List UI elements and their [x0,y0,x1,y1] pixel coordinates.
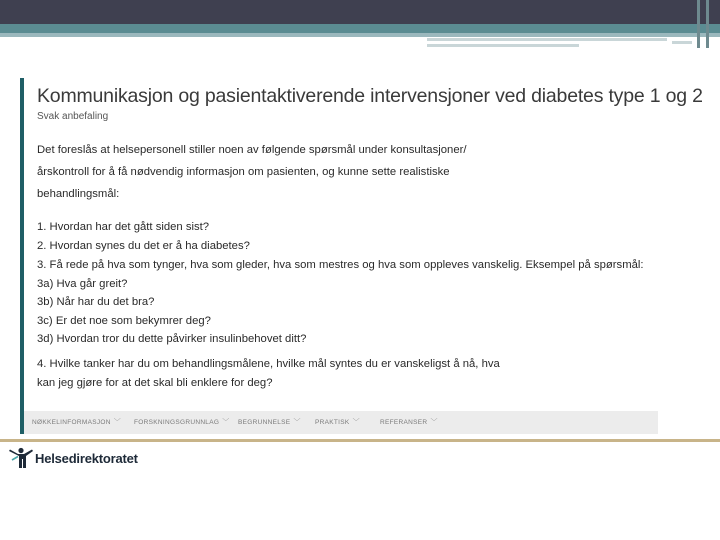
question-item: 3. Få rede på hva som tynger, hva som gleder, hva som mestres og hva som oppleves vanskelig. Eksempel på spørsmål: [37,259,644,271]
slide-header-bar [0,0,720,24]
nav-tab-referanser[interactable]: REFERANSER ﹀ [380,419,438,426]
section-nav [24,411,658,434]
question-item: 3a) Hva går greit? [37,278,128,290]
intro-line: årskontroll for å få nødvendig informasjon om pasienten, og kunne sette realistiske [37,166,450,178]
chevron-down-icon: ﹀ [113,419,122,426]
document-title: Kommunikasjon og pasientaktiverende intervensjoner ved diabetes type 1 og 2 [37,85,703,107]
recommendation-strength: Svak anbefaling [37,111,109,122]
header-decor-line [672,41,692,44]
question-item: kan jeg gjøre for at det skal bli enklere for deg? [37,377,273,389]
document-screenshot [20,78,703,434]
question-item: 3c) Er det noe som bekymrer deg? [37,315,211,327]
nav-tab-begrunnelse[interactable]: BEGRUNNELSE ﹀ [238,419,301,426]
header-corner-line [706,0,709,48]
chevron-down-icon: ﹀ [222,419,230,426]
slide-header-accent-light [0,33,720,37]
nav-tab-forskningsgrunnlag[interactable]: FORSKNINGSGRUNNLAG ﹀ [134,419,230,426]
intro-line: behandlingsmål: [37,188,120,200]
organization-logo-text: Helsedirektoratet [35,451,138,466]
chevron-down-icon: ﹀ [293,419,301,426]
chevron-down-icon: ﹀ [430,419,438,426]
intro-line: Det foreslås at helsepersonell stiller noen av følgende spørsmål under konsultasjoner/ [37,144,467,156]
chevron-down-icon: ﹀ [352,419,360,426]
header-decor-line [427,38,667,41]
question-item: 3b) Når har du det bra? [37,296,155,308]
slide-header-accent [0,24,720,33]
question-item: 4. Hvilke tanker har du om behandlingsmålene, hvilke mål syntes du er vanskeligst å nå, hva [37,358,500,370]
header-corner-line [697,0,700,48]
question-item: 2. Hvordan synes du det er å ha diabetes? [37,240,250,252]
accent-rule [20,78,24,434]
footer-rule [0,439,720,442]
helsedirektoratet-figure-icon [8,447,34,469]
nav-tab-nokkelinformasjon[interactable]: NØKKELINFORMASJON ﹀ [32,419,122,426]
header-decor-line [427,44,579,47]
question-item: 3d) Hvordan tror du dette påvirker insulinbehovet ditt? [37,333,307,345]
question-item: 1. Hvordan har det gått siden sist? [37,221,210,233]
nav-tab-praktisk[interactable]: PRAKTISK ﹀ [315,419,360,426]
